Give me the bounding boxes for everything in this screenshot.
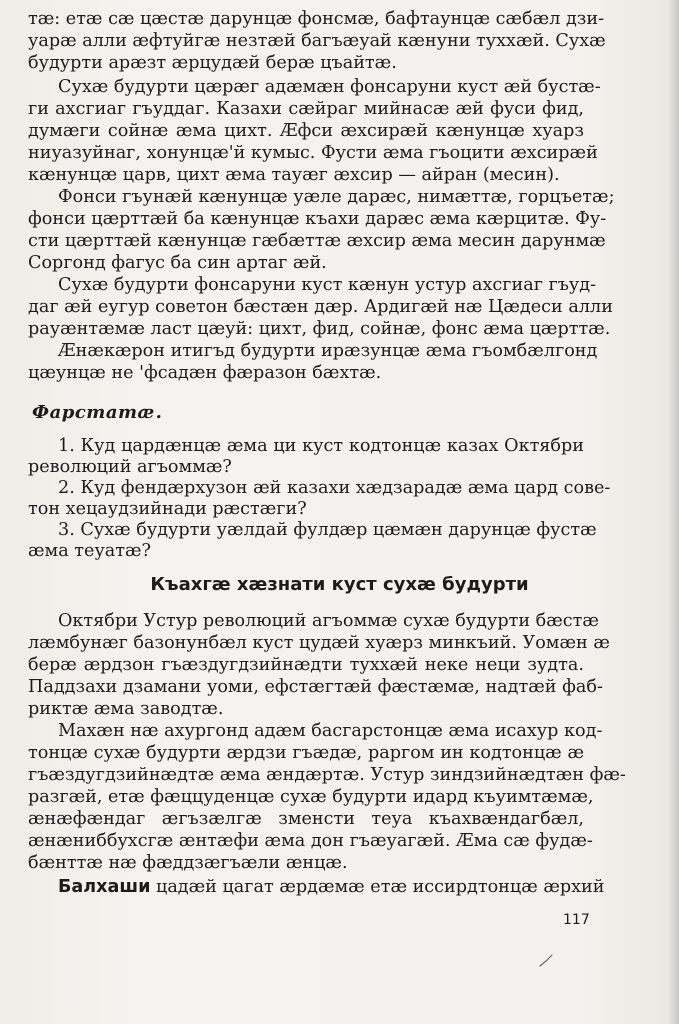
text-line: Махӕн нӕ ахургонд адӕм басгарстонцӕ ӕма исахур код- (58, 721, 603, 741)
text-line: уарӕ алли ӕфтуйгӕ незтӕй багъӕуай кӕнуни туххӕй. Сухӕ (28, 31, 606, 51)
text-line: берӕ ӕрдзон гъӕздугдзийнӕдти туххӕй неке неци зудта. (28, 655, 584, 675)
paragraph-1 (28, 8, 606, 74)
text-line: Фонси гъунӕй кӕнунцӕ уӕле дарӕс, нимӕттӕ, горцъетӕ; (58, 187, 615, 207)
text-line: думӕги сойнӕ ӕма цихт. Ӕфси ӕхсирӕй кӕнунцӕ хуарз (28, 121, 584, 141)
question-line: ӕма теуатӕ? (28, 541, 151, 561)
page-spine-shadow (667, 0, 679, 1024)
text-line: даг ӕй еугур советон бӕстӕн дӕр. Ардигӕй нӕ Цӕдеси алли (28, 297, 613, 317)
text-line: кӕнунцӕ царв, цихт ӕма тауӕг ӕхсир — айран (месин). (28, 165, 560, 185)
text-line: цӕунцӕ не 'фсадӕн фӕразон бӕхтӕ. (28, 363, 382, 383)
question-line: 1. Куд цардӕнцӕ ӕма ци куст кодтонцӕ казах Октябри (58, 436, 584, 456)
text-line: Соргонд фагус ба син артаг ӕй. (28, 253, 327, 273)
text-line: фонси цӕрттӕй ба кӕнунцӕ къахи дарӕс ӕма кӕрцитӕ. Фу- (28, 209, 607, 229)
question-line: революций агъоммӕ? (28, 457, 232, 477)
text-line: Октябри Устур революций агъоммӕ сухӕ будурти бӕстӕ (58, 611, 599, 631)
text-line: разгӕй, етӕ фӕццуденцӕ сухӕ будурти идард къуимтӕмӕ, (28, 787, 594, 807)
pencil-mark-icon (538, 950, 560, 968)
paragraph-2 (28, 76, 601, 186)
bold-term: Балхаши (58, 877, 151, 897)
paragraph-8 (28, 876, 605, 898)
paragraph-6 (28, 610, 610, 720)
page-number: 117 (563, 912, 590, 928)
text-line: тӕ: етӕ сӕ цӕстӕ дарунцӕ фонсмӕ, бафтаунцӕ сӕбӕл дзи- (28, 9, 605, 29)
text-line: бӕнттӕ нӕ фӕддзӕгъӕли ӕнцӕ. (28, 853, 348, 873)
text-line: рауӕнтӕмӕ ласт цӕуй: цихт, фид, сойнӕ, фонс ӕма цӕрттӕ. (28, 319, 611, 339)
paragraph-3 (28, 186, 615, 274)
text-line: ӕнӕниббухсгӕ ӕнтӕфи ӕма дон гъӕуагӕй. Ӕма сӕ фудӕ- (28, 831, 593, 851)
questions-label: Фарстатӕ. (32, 402, 163, 423)
paragraph-4 (28, 274, 613, 340)
paragraph-5 (28, 340, 598, 384)
text-line: будурти арӕзт ӕрцудӕй берӕ цъайтӕ. (28, 53, 397, 73)
line-rest: цадӕй цагат ӕрдӕмӕ етӕ иссирдтонцӕ ӕрхий (150, 877, 605, 897)
text-line: Сухӕ будурти фонсаруни куст кӕнун устур ахсгиаг гъуд- (58, 275, 597, 295)
text-line: сти цӕрттӕй кӕнунцӕ гӕбӕттӕ ӕхсир ӕма месин дарунмӕ (28, 231, 606, 251)
text-line: гъӕздугдзийнӕдтӕ ӕма ӕндӕртӕ. Устур зиндзийнӕдтӕн фӕ- (28, 765, 626, 785)
text-line: тонцӕ сухӕ будурти ӕрдзи гъӕдӕ, раргом ин кодтонцӕ ӕ (28, 743, 584, 763)
question-line: тон хецаудзийнади рӕстӕги? (28, 499, 307, 519)
text-line: ӕнӕфӕндаг ӕгъзӕлгӕ зменсти теуа къахвӕндагбӕл, (28, 809, 584, 829)
text-line: ги ахсгиаг гъуддаг. Казахи сӕйраг мийнасӕ ӕй фуси фид, (28, 99, 584, 119)
questions-list (28, 436, 611, 562)
section-heading: Къахгӕ хӕзнати куст сухӕ будурти (150, 574, 529, 595)
text-line (28, 876, 605, 898)
text-line: Сухӕ будурти цӕрӕг адӕмӕн фонсаруни куст ӕй бустӕ- (58, 77, 601, 97)
text-line: Паддзахи дзамани уоми, ефстӕгтӕй фӕстӕмӕ, надтӕй фаб- (28, 677, 603, 697)
text-line: Ӕнӕкӕрон итигъд будурти ирӕзунцӕ ӕма гъомбӕлгонд (58, 341, 598, 361)
text-line: ниуазуйнаг, хонунцӕ'й кумыс. Фусти ӕма гъоцити ӕхсирӕй (28, 143, 598, 163)
text-line: лӕмбунӕг базонунбӕл куст цудӕй хуӕрз минкъий. Уомӕн ӕ (28, 633, 610, 653)
question-line: 3. Сухӕ будурти уӕлдай фулдӕр цӕмӕн дарунцӕ фустӕ (58, 520, 597, 540)
question-line: 2. Куд фендӕрхузон ӕй казахи хӕдзарадӕ ӕма цард сове- (58, 478, 611, 498)
paragraph-7 (28, 720, 626, 874)
text-line: риктӕ ӕма заводтӕ. (28, 699, 224, 719)
